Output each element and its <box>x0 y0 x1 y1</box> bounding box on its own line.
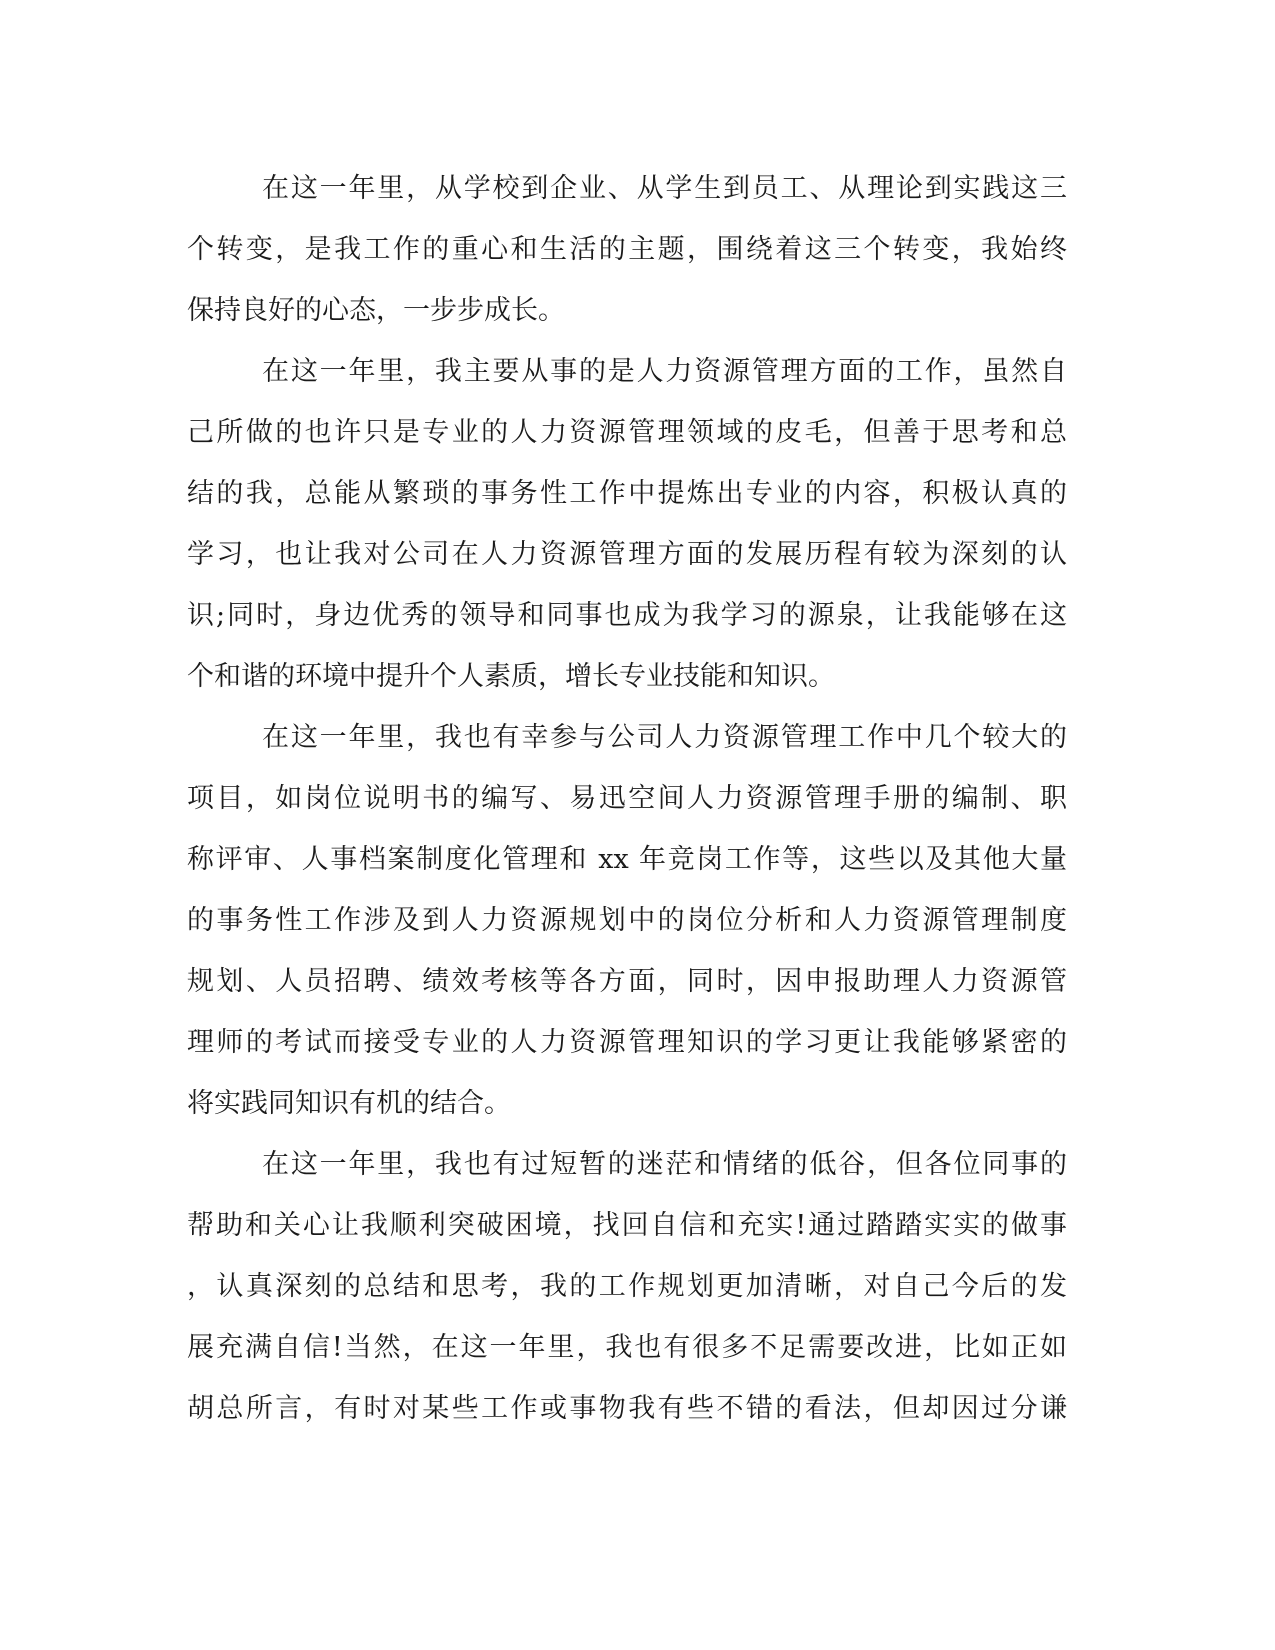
paragraph-3-line-3: 称评审、人事档案制度化管理和 xx 年竞岗工作等，这些以及其他大量 <box>187 844 1067 875</box>
paragraph-3-line-5: 规划、人员招聘、绩效考核等各方面，同时，因申报助理人力资源管 <box>187 966 1067 997</box>
paragraph-3-line-7: 将实践同知识有机的结合。 <box>187 1088 511 1119</box>
paragraph-3-line-4: 的事务性工作涉及到人力资源规划中的岗位分析和人力资源管理制度 <box>187 905 1067 936</box>
paragraph-4-line-3: ，认真深刻的总结和思考，我的工作规划更加清晰，对自己今后的发 <box>187 1271 1067 1302</box>
paragraph-1-line-1: 在这一年里，从学校到企业、从学生到员工、从理论到实践这三 <box>262 173 1067 204</box>
paragraph-1-line-2: 个转变，是我工作的重心和生活的主题，围绕着这三个转变，我始终 <box>187 234 1067 265</box>
paragraph-2-line-4: 学习，也让我对公司在人力资源管理方面的发展历程有较为深刻的认 <box>187 539 1067 570</box>
paragraph-3-line-1: 在这一年里，我也有幸参与公司人力资源管理工作中几个较大的 <box>262 722 1067 753</box>
paragraph-3-line-6: 理师的考试而接受专业的人力资源管理知识的学习更让我能够紧密的 <box>187 1027 1067 1058</box>
paragraph-2-line-5: 识;同时，身边优秀的领导和同事也成为我学习的源泉，让我能够在这 <box>187 600 1067 631</box>
paragraph-2-line-6: 个和谐的环境中提升个人素质，增长专业技能和知识。 <box>187 661 835 692</box>
paragraph-4-line-5: 胡总所言，有时对某些工作或事物我有些不错的看法，但却因过分谦 <box>187 1393 1067 1424</box>
paragraph-4-line-4: 展充满自信!当然，在这一年里，我也有很多不足需要改进，比如正如 <box>187 1332 1067 1363</box>
paragraph-4-line-1: 在这一年里，我也有过短暂的迷茫和情绪的低谷，但各位同事的 <box>262 1149 1067 1180</box>
paragraph-1-line-3: 保持良好的心态，一步步成长。 <box>187 295 565 326</box>
paragraph-2-line-1: 在这一年里，我主要从事的是人力资源管理方面的工作，虽然自 <box>262 356 1067 387</box>
paragraph-3-line-2: 项目，如岗位说明书的编写、易迅空间人力资源管理手册的编制、职 <box>187 783 1067 814</box>
paragraph-2-line-3: 结的我，总能从繁琐的事务性工作中提炼出专业的内容，积极认真的 <box>187 478 1067 509</box>
paragraph-4-line-2: 帮助和关心让我顺利突破困境，找回自信和充实!通过踏踏实实的做事 <box>187 1210 1067 1241</box>
body-text <box>187 158 1067 1439</box>
paragraph-2-line-2: 己所做的也许只是专业的人力资源管理领域的皮毛，但善于思考和总 <box>187 417 1067 448</box>
